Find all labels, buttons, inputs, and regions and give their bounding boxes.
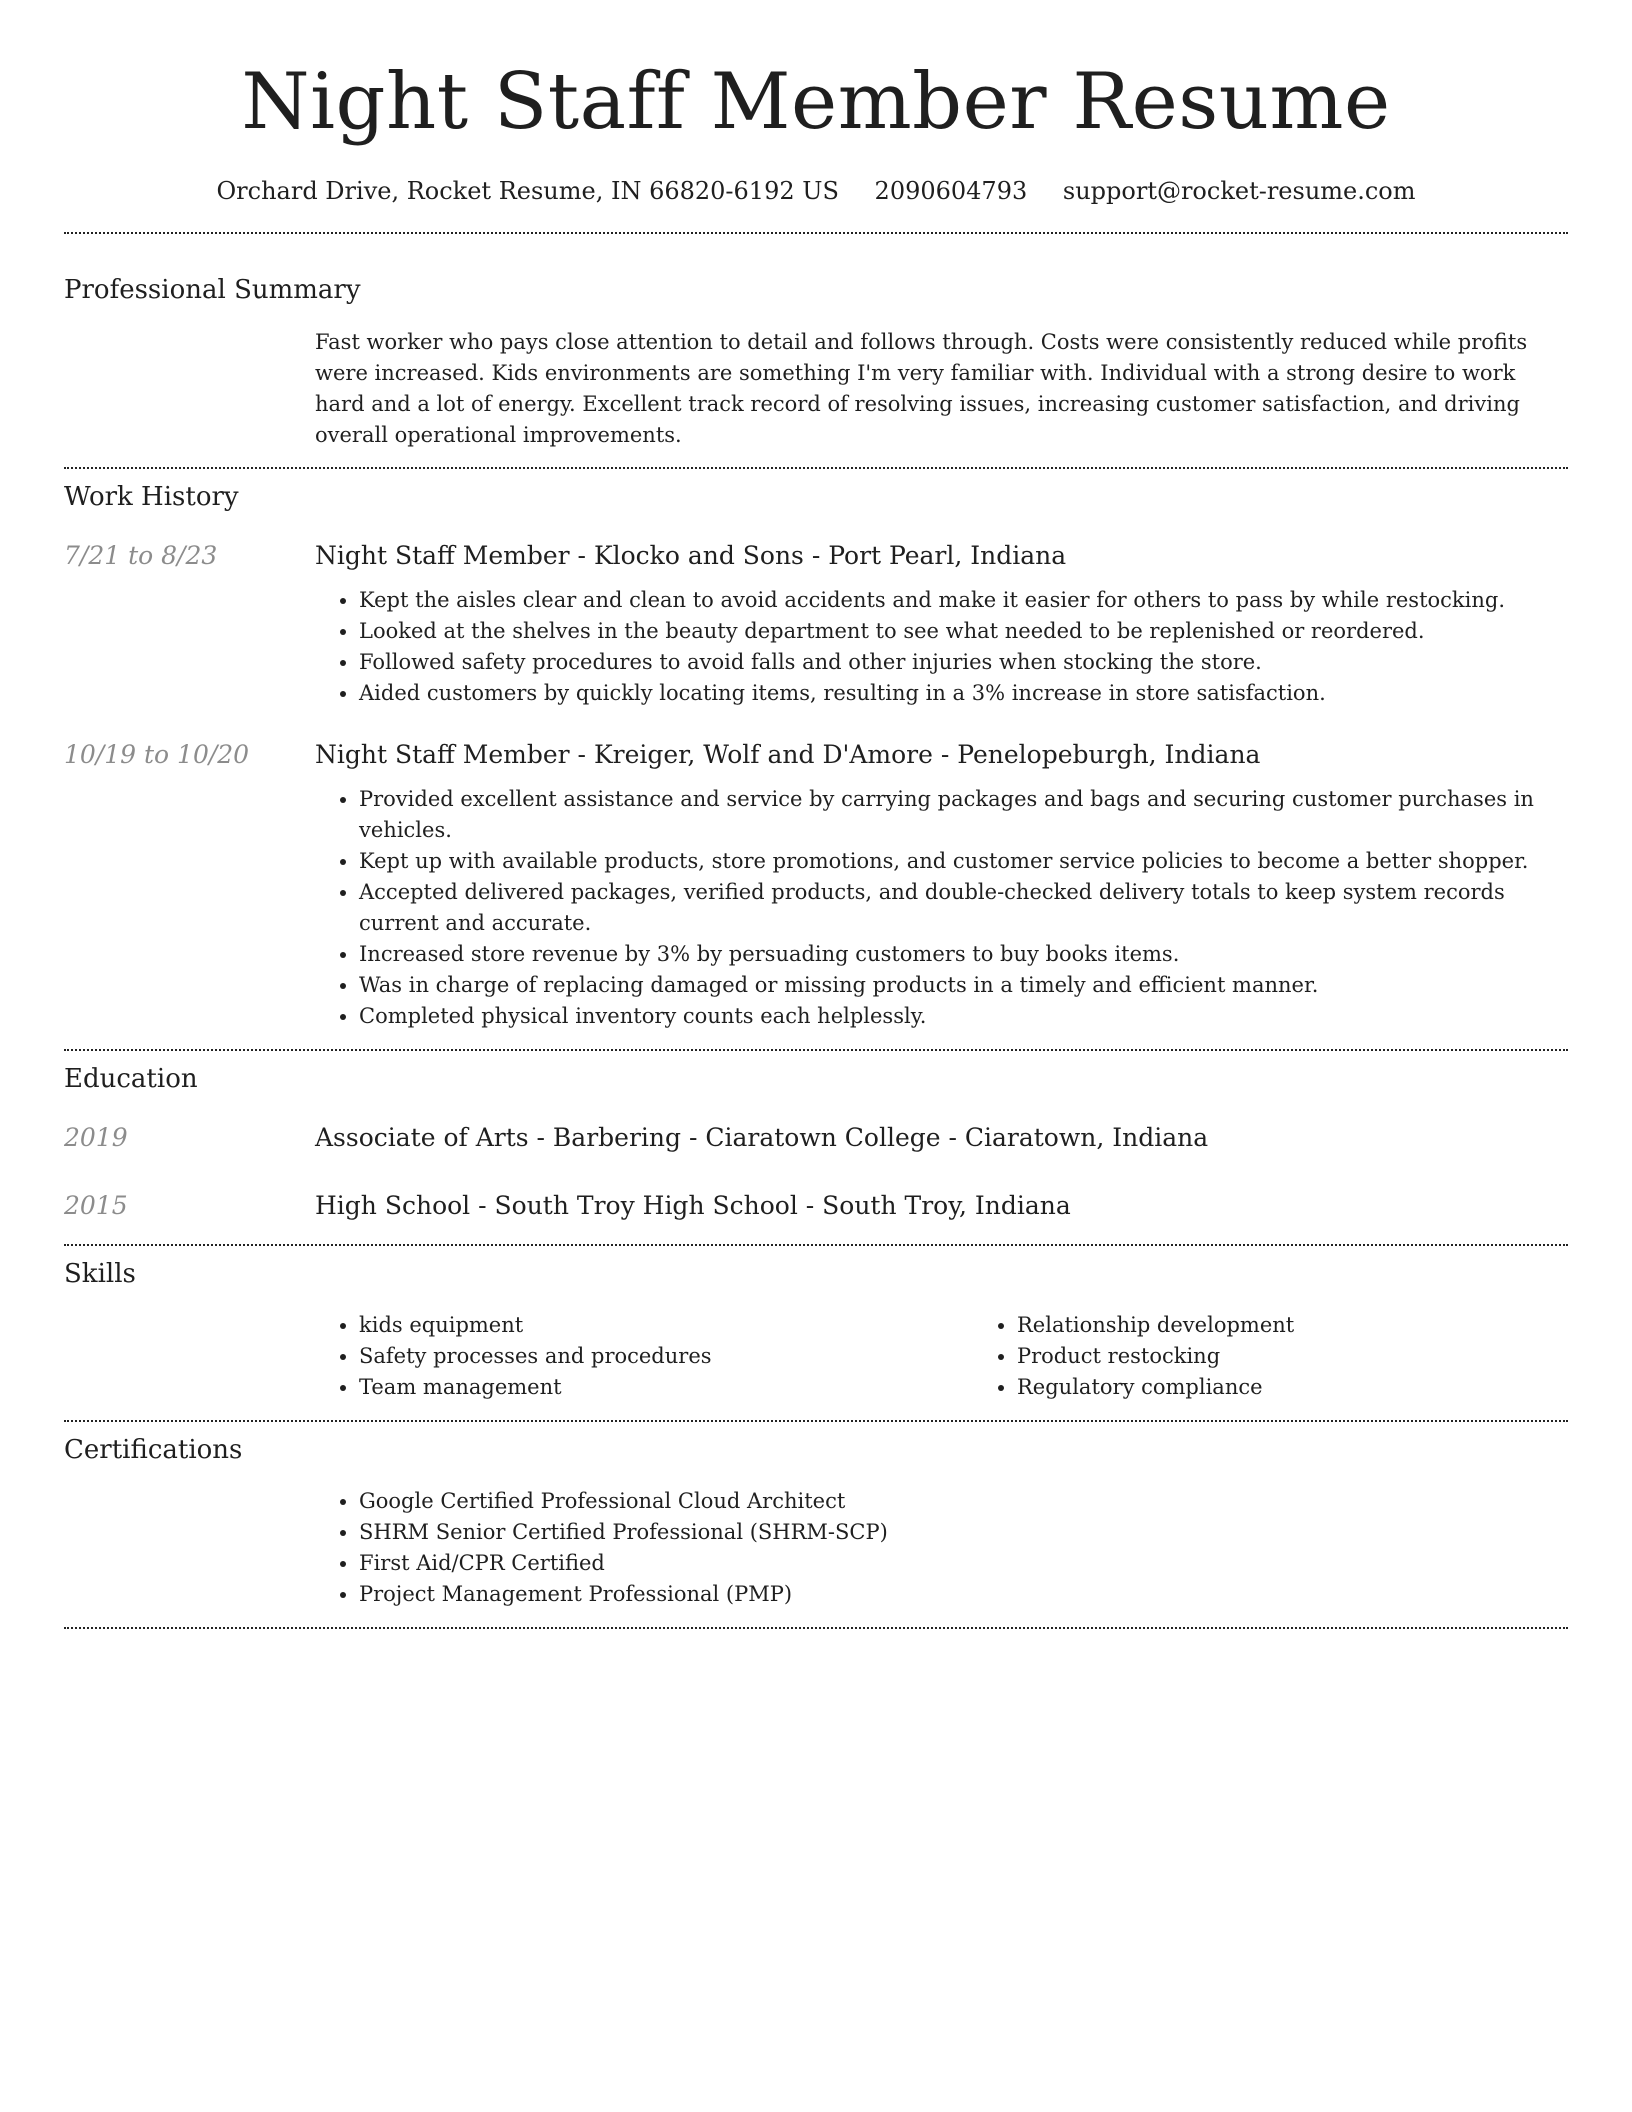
divider bbox=[64, 1049, 1568, 1051]
skills-list-right bbox=[973, 1310, 1631, 1403]
section-heading-certifications: Certifications bbox=[64, 1435, 243, 1465]
job-bullets bbox=[315, 585, 1568, 709]
list-item: • SHRM Senior Certified Professional (SHRM-SCP) bbox=[359, 1517, 1568, 1548]
education-text: Associate of Arts - Barbering - Ciaratown College - Ciaratown, Indiana bbox=[315, 1123, 1209, 1152]
divider bbox=[64, 232, 1568, 234]
list-item: • Followed safety procedures to avoid falls and other injuries when stocking the store. bbox=[359, 647, 1568, 678]
certifications-row bbox=[64, 1486, 1568, 1610]
certifications-list bbox=[315, 1486, 1568, 1610]
list-item: • Safety processes and procedures bbox=[359, 1341, 973, 1372]
summary-row bbox=[64, 327, 1568, 451]
education-year: 2015 bbox=[64, 1191, 128, 1220]
divider bbox=[64, 1627, 1568, 1629]
divider bbox=[64, 1420, 1568, 1422]
list-item: • Kept up with available products, store promotions, and customer service policies to become a better shopper. bbox=[359, 846, 1568, 877]
section-heading-skills: Skills bbox=[64, 1259, 136, 1289]
list-item: • Kept the aisles clear and clean to avoid accidents and make it easier for others to pass by while restocking. bbox=[359, 585, 1568, 616]
list-item: • Aided customers by quickly locating items, resulting in a 3% increase in store satisfaction. bbox=[359, 678, 1568, 709]
list-item: • Regulatory compliance bbox=[1017, 1372, 1631, 1403]
divider bbox=[64, 467, 1568, 469]
job-dates: 10/19 to 10/20 bbox=[64, 740, 250, 769]
list-item: • First Aid/CPR Certified bbox=[359, 1548, 1568, 1579]
list-item: • Looked at the shelves in the beauty department to see what needed to be replenished or reordered. bbox=[359, 616, 1568, 647]
address-text: Orchard Drive, Rocket Resume, IN 66820-6192 US bbox=[216, 177, 839, 205]
email-link[interactable]: support@rocket-resume.com bbox=[1062, 177, 1416, 205]
job-title: Night Staff Member - Kreiger, Wolf and D'Amore - Penelopeburgh, Indiana bbox=[315, 740, 1261, 769]
education-text: High School - South Troy High School - South Troy, Indiana bbox=[315, 1191, 1071, 1220]
list-item: • Team management bbox=[359, 1372, 973, 1403]
job-dates: 7/21 to 8/23 bbox=[64, 541, 218, 570]
list-item: • Was in charge of replacing damaged or missing products in a timely and efficient manner. bbox=[359, 970, 1568, 1001]
list-item: • Completed physical inventory counts each helplessly. bbox=[359, 1001, 1568, 1032]
section-heading-summary: Professional Summary bbox=[64, 275, 361, 305]
section-heading-work: Work History bbox=[64, 482, 239, 512]
section-heading-education: Education bbox=[64, 1064, 198, 1094]
contact-line bbox=[64, 174, 1568, 208]
education-entry bbox=[64, 1120, 1568, 1156]
skills-row bbox=[64, 1310, 1568, 1403]
job-entry bbox=[64, 737, 1568, 1032]
skills-list-left bbox=[315, 1310, 973, 1403]
list-item: • Project Management Professional (PMP) bbox=[359, 1579, 1568, 1610]
list-item: • Increased store revenue by 3% by persuading customers to buy books items. bbox=[359, 939, 1568, 970]
job-entry bbox=[64, 538, 1568, 709]
education-year: 2019 bbox=[64, 1123, 128, 1152]
list-item: • Provided excellent assistance and service by carrying packages and bags and securing customer purchases in vehicles. bbox=[359, 784, 1568, 846]
list-item: • kids equipment bbox=[359, 1310, 973, 1341]
job-title: Night Staff Member - Klocko and Sons - Port Pearl, Indiana bbox=[315, 541, 1067, 570]
summary-text: Fast worker who pays close attention to detail and follows through. Costs were consistently reduced while profits were increased. Kids environments are something I'm very familiar with. Individual with a strong desire to work hard and a lot of energy. Excellent track record of resolving issues, increasing customer satisfaction, and driving overall operational improvements. bbox=[315, 330, 1528, 447]
phone-text: 2090604793 bbox=[874, 177, 1028, 205]
list-item: • Product restocking bbox=[1017, 1341, 1631, 1372]
list-item: • Relationship development bbox=[1017, 1310, 1631, 1341]
resume-page bbox=[64, 0, 1568, 1629]
education-entry bbox=[64, 1188, 1568, 1224]
list-item: • Accepted delivered packages, verified products, and double-checked delivery totals to keep system records current and accurate. bbox=[359, 877, 1568, 939]
page-title: Night Staff Member Resume bbox=[241, 57, 1391, 147]
list-item: • Google Certified Professional Cloud Architect bbox=[359, 1486, 1568, 1517]
divider bbox=[64, 1244, 1568, 1246]
job-bullets bbox=[315, 784, 1568, 1032]
